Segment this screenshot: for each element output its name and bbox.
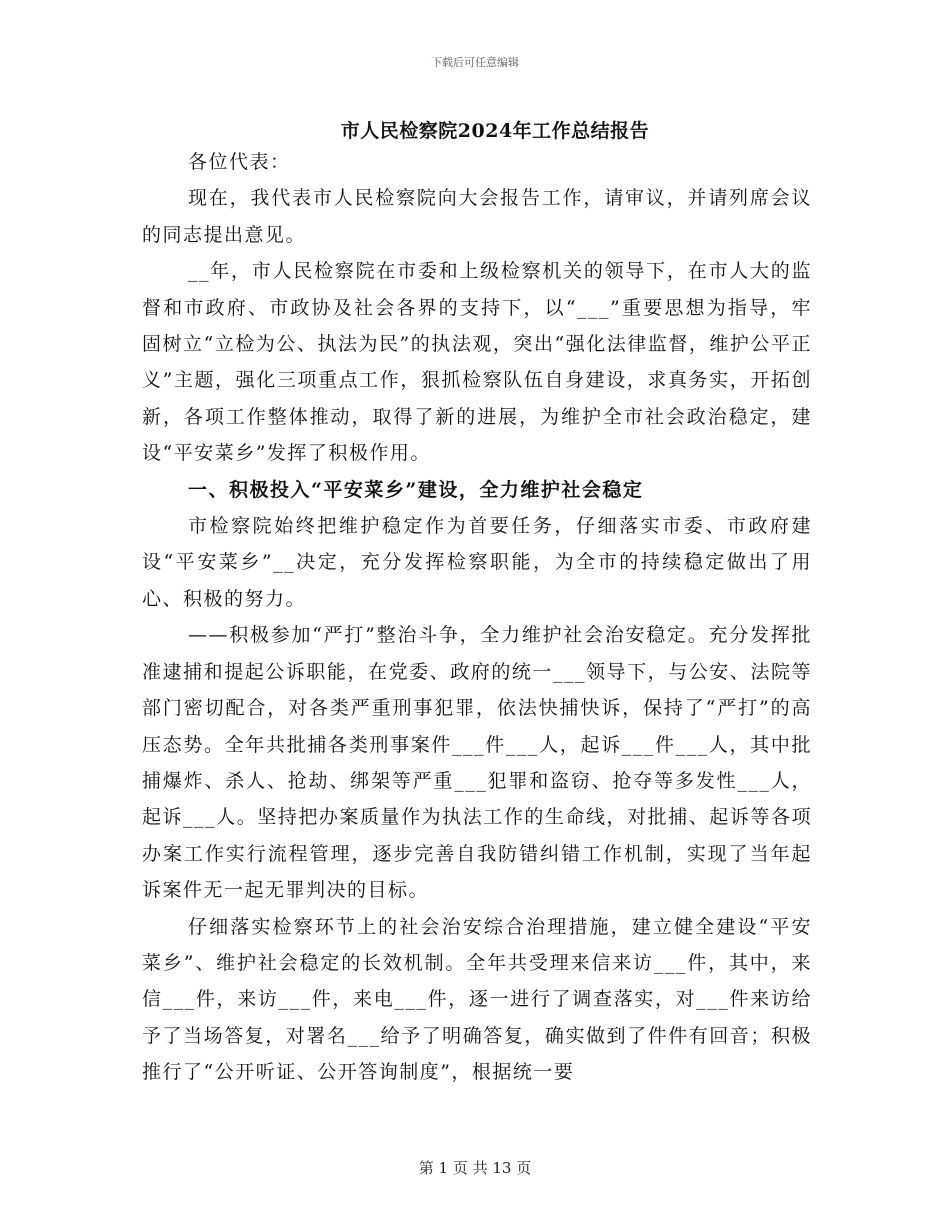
section-heading: 一、积极投入“平安菜乡”建设，全力维护社会稳定 — [188, 478, 644, 501]
page-footer: 第 1 页 共 13 页 — [418, 1159, 532, 1177]
paragraph: 仔细落实检察环节上的社会治安综合治理措施，建立健全建设“平安菜乡”、维护社会稳定的长效机制。全年共受理来信来访___件，其中，来信___件，来访___件，来电___件，逐一进行了调查落实，对___件来访给予了当场答复，对署名___给予了明确答复，确实做到了件件有回音；积极推行了“公开听证、公开答询制度”，根据统一要 — [142, 915, 812, 1084]
paragraph: ——积极参加“严打”整治斗争，全力维护社会治安稳定。充分发挥批准逮捕和提起公诉职能，在党委、政府的统一___领导下，与公安、法院等部门密切配合，对各类严重刑事犯罪，依法快捕快诉，保持了“严打”的高压态势。全年共批捕各类刑事案件___件___人，起诉___件___人，其中批捕爆炸、杀人、抢劫、绑架等严重___犯罪和盗窃、抢夺等多发性___人，起诉___人。坚持把办案质量作为执法工作的生命线，对批捕、起诉等各项办案工作实行流程管理，逐步完善自我防错纠错工作机制，实现了当年起诉案件无一起无罪判决的目标。 — [142, 624, 812, 902]
document-title: 市人民检察院2024年工作总结报告 — [340, 120, 650, 142]
paragraph: __年，市人民检察院在市委和上级检察机关的领导下，在市人大的监督和市政府、市政协及社会各界的支持下，以“___”重要思想为指导，牢固树立“立检为公、执法为民”的执法观，突出“强化法律监督，维护公平正义”主题，强化三项重点工作，狠抓检察队伍自身建设，求真务实，开拓创新，各项工作整体推动，取得了新的进展，为维护全市社会政治稳定，建设“平安菜乡”发挥了积极作用。 — [142, 260, 812, 465]
paragraph: 现在，我代表市人民检察院向大会报告工作，请审议，并请列席会议的同志提出意见。 — [142, 187, 812, 246]
paragraph: 市检察院始终把维护稳定作为首要任务，仔细落实市委、市政府建设“平安菜乡”__决定，充分发挥检察职能，为全市的持续稳定做出了用心、积极的努力。 — [142, 515, 812, 610]
document-body — [142, 144, 812, 1091]
salutation: 各位代表： — [188, 151, 291, 173]
header-note: 下载后可任意编辑 — [431, 56, 519, 69]
